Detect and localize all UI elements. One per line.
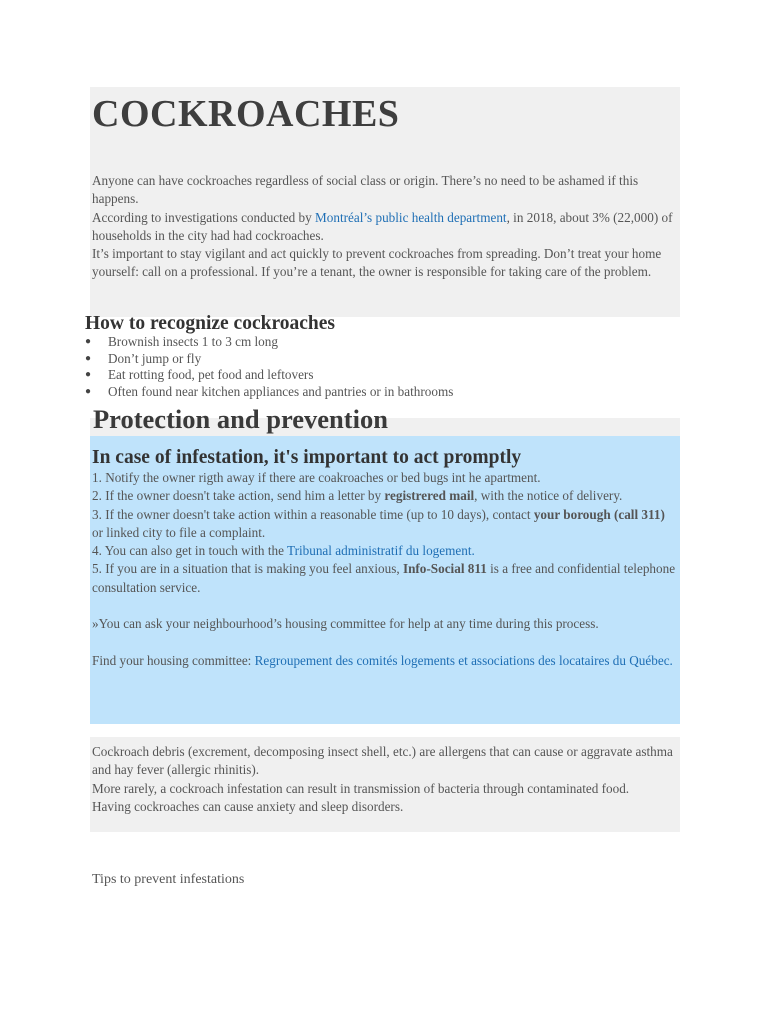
recognize-list bbox=[85, 334, 453, 400]
intro-text bbox=[92, 172, 682, 282]
tribunal-link[interactable]: Tribunal administratif du logement. bbox=[287, 543, 475, 559]
find-committee-paragraph: Find your housing committee: Regroupement des comités logements et associations des locataires du Québec. bbox=[92, 652, 673, 668]
list-item: ● Often found near kitchen appliances and pantries or in bathrooms bbox=[85, 383, 454, 399]
tips-heading: Tips to prevent infestations bbox=[92, 872, 245, 887]
list-item: ● Eat rotting food, pet food and leftovers bbox=[85, 367, 314, 382]
step-1: 1. Notify the owner rigth away if there are coakroaches or bed bugs int he apartment. bbox=[92, 470, 541, 485]
health-text bbox=[92, 743, 676, 816]
page-title: COCKROACHES bbox=[92, 93, 400, 135]
intro-paragraph-3: It’s important to stay vigilant and act quickly to prevent cockroaches from spreading. Don’t treat your home yourself: call on a professional. If you’re a tenant, the owner is responsible for taking care of the problem. bbox=[92, 246, 662, 280]
step-5: 5. If you are in a situation that is making you feel anxious, Info-Social 811 is a free and confidential telephone consultation service. bbox=[92, 561, 676, 595]
health-paragraph-3: Having cockroaches can cause anxiety and sleep disorders. bbox=[92, 798, 404, 814]
infestation-subheading: In case of infestation, it's important to act promptly bbox=[92, 447, 522, 468]
bullet-icon: ● bbox=[85, 352, 92, 364]
step-2: 2. If the owner doesn't take action, send him a letter by registrered mail, with the notice of delivery. bbox=[92, 488, 623, 504]
list-item: ● Don’t jump or fly bbox=[85, 350, 202, 366]
bullet-icon: ● bbox=[85, 369, 92, 380]
intro-paragraph-1: Anyone can have cockroaches regardless of social class or origin. There’s no need to be ashamed if this happens. bbox=[92, 173, 639, 207]
public-health-link[interactable]: Montréal’s public health department bbox=[315, 209, 507, 225]
bullet-icon: ● bbox=[85, 385, 92, 397]
step-4: 4. You can also get in touch with the Tribunal administratif du logement. bbox=[92, 543, 475, 559]
recognize-heading: How to recognize cockroaches bbox=[85, 313, 336, 334]
health-paragraph-1: Cockroach debris (excrement, decomposing insect shell, etc.) are allergens that can cause or aggravate asthma and hay fever (allergic rhinitis). bbox=[92, 744, 673, 778]
intro-paragraph-2: According to investigations conducted by Montréal’s public health department, in 2018, about 3% (22,000) of households in the city had had cockroaches. bbox=[92, 209, 673, 243]
health-paragraph-2: More rarely, a cockroach infestation can result in transmission of bacteria through contaminated food. bbox=[92, 780, 630, 796]
committee-paragraph: »You can ask your neighbourhood’s housing committee for help at any time during this process. bbox=[92, 616, 599, 632]
step-3: 3. If the owner doesn't take action within a reasonable time (up to 10 days), contact your borough (call 311) or linked city to file a complaint. bbox=[92, 506, 665, 540]
infestation-steps bbox=[92, 469, 676, 670]
housing-committee-link[interactable]: Regroupement des comités logements et associations des locataires du Québec. bbox=[254, 652, 673, 668]
protection-heading: Protection and prevention bbox=[93, 404, 388, 434]
list-item: ● Brownish insects 1 to 3 cm long bbox=[85, 334, 278, 349]
bullet-icon: ● bbox=[85, 336, 92, 347]
